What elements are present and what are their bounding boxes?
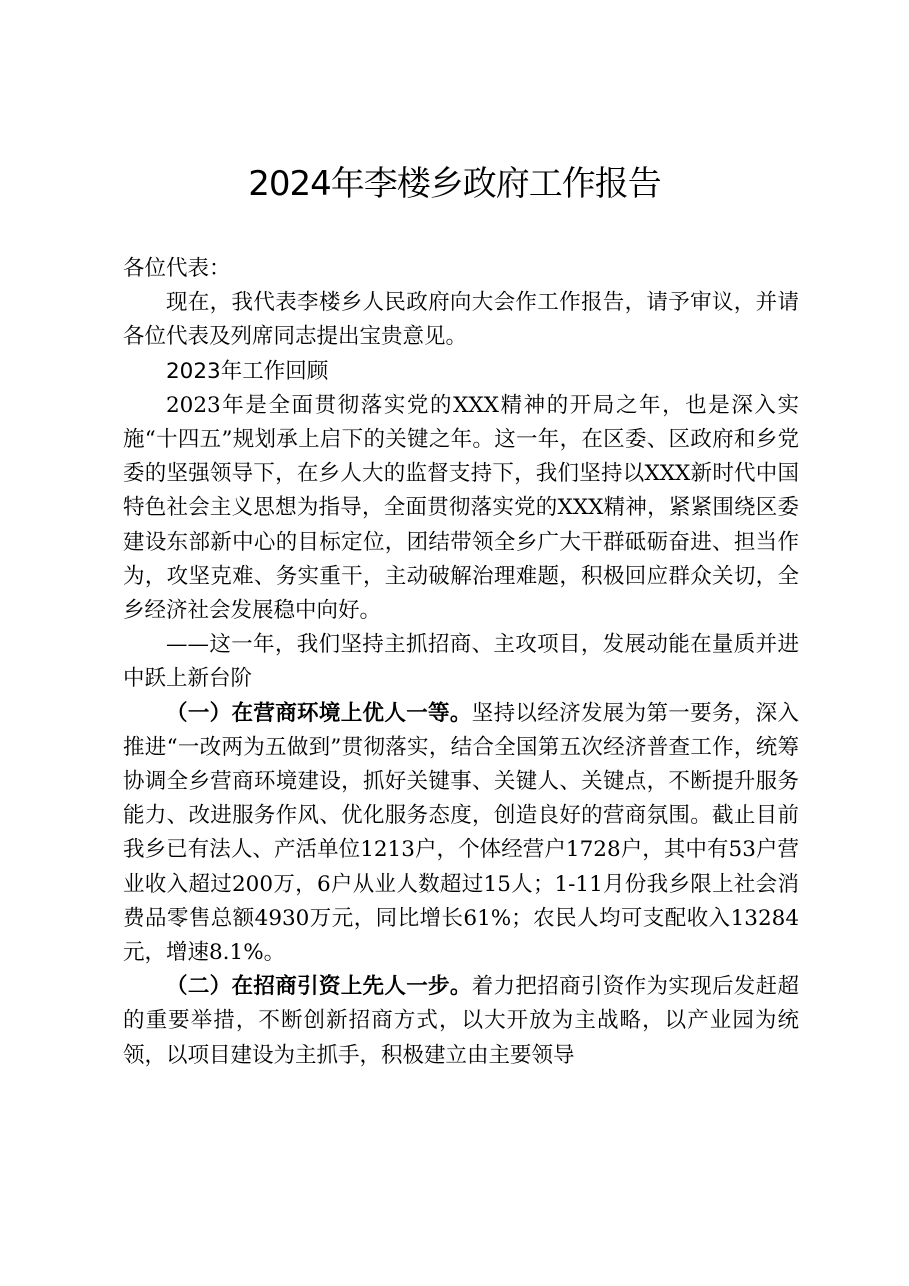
item-two-title: （二）在招商引资上先人一步。	[166, 974, 472, 1000]
salutation: 各位代表：	[123, 256, 231, 281]
review-heading: 2023年工作回顾	[166, 358, 329, 384]
document-title: 2024年李楼乡政府工作报告	[248, 164, 661, 204]
document-body	[123, 252, 799, 1073]
section-one-heading: ——这一年，我们坚持主抓招商、主攻项目，发展动能在量质并进中跃上新台阶	[123, 632, 799, 692]
item-one-text: 坚持以经济发展为第一要务，深入推进“一改两为五做到”贯彻落实，结合全国第五次经济普查工作，统筹协调全乡营商环境建设，抓好关键事、关键人、关键点，不断提升服务能力、改进服务作风、优化服务态度，创造良好的营商氛围。截止目前我乡已有法人、产活单位1213户，个体经营户1728户，其中有53户营业收入超过200万，6户从业人数超过15人；1-11月份我乡限上社会消费品零售总额4930万元，同比增长61%；农民人均可支配收入13284元，增速8.1%。	[123, 700, 799, 966]
item-one-paragraph	[123, 697, 799, 971]
review-summary-paragraph: 2023年是全面贯彻落实党的XXX精神的开局之年，也是深入实施“十四五”规划承上启下的关键之年。这一年，在区委、区政府和乡党委的坚强领导下，在乡人大的监督支持下，我们坚持以XXX新时代中国特色社会主义思想为指导，全面贯彻落实党的XXX精神，紧紧围绕区委建设东部新中心的目标定位，团结带领全乡广大干群砥砺奋进、担当作为，攻坚克难、务实重干，主动破解治理难题，积极回应群众关切，全乡经济社会发展稳中向好。	[123, 392, 799, 624]
item-one-title: （一）在营商环境上优人一等。	[166, 700, 472, 726]
item-two-paragraph	[123, 970, 799, 1073]
intro-paragraph: 现在，我代表李楼乡人民政府向大会作工作报告，请予审议，并请各位代表及列席同志提出宝贵意见。	[123, 290, 799, 350]
item-two-text: 着力把招商引资作为实现后发赶超的重要举措，不断创新招商方式，以大开放为主战略，以产业园为统领，以项目建设为主抓手，积极建立由主要领导	[123, 974, 799, 1068]
